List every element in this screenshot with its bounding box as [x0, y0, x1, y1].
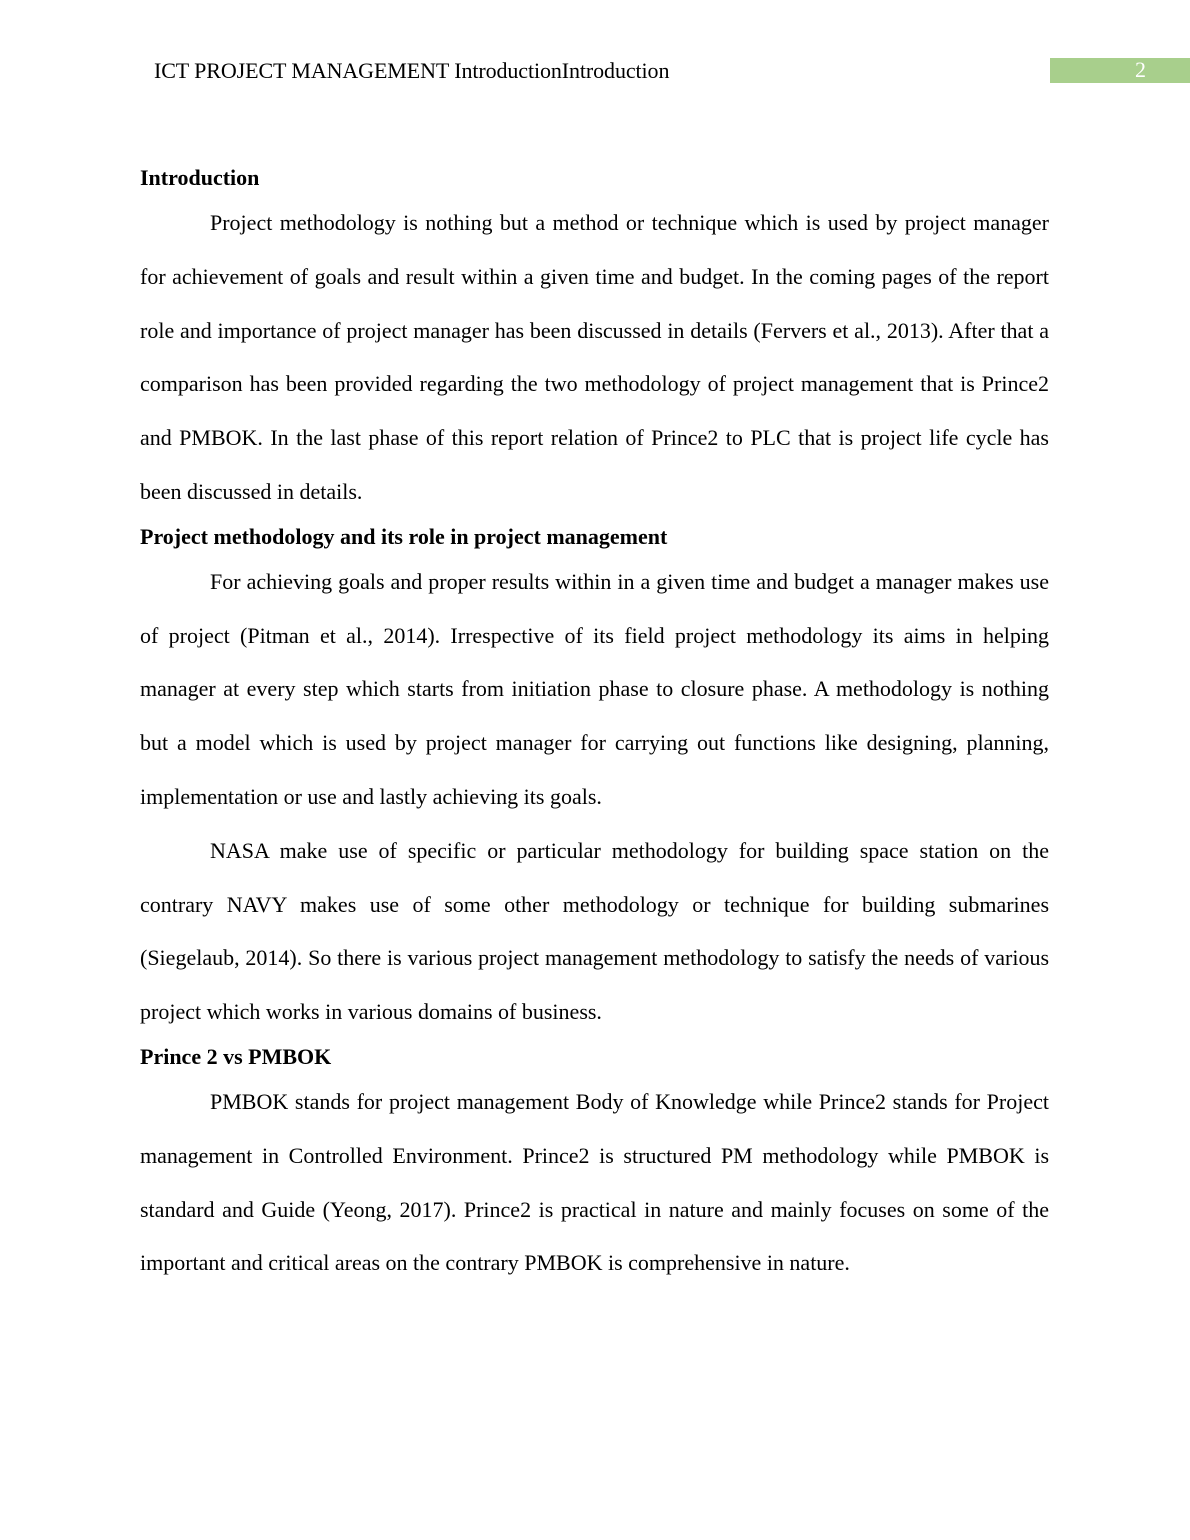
paragraph-introduction: Project methodology is nothing but a method or technique which is used by project manager for achievement of goals and result within a given time and budget. In the coming pages of the report role and importance of project manager has been discussed in details (Fervers et al., 2013). After that a comparison has been provided regarding the two methodology of project management that is Prince2 and PMBOK. In the last phase of this report relation of Prince2 to PLC that is project life cycle has been discussed in details. [140, 210, 1049, 504]
paragraph-prince2-vs-pmbok: PMBOK stands for project management Body of Knowledge while Prince2 stands for Project management in Controlled Environment. Prince2 is structured PM methodology while PMBOK is standard and Guide (Yeong, 2017). Prince2 is practical in nature and mainly focuses on some of the important and critical areas on the contrary PMBOK is comprehensive in nature. [140, 1088, 1049, 1276]
paragraph-methodology-role-1: For achieving goals and proper results within in a given time and budget a manager makes use of project (Pitman et al., 2014). Irrespective of its field project methodology its aims in helping manager at every step which starts from initiation phase to closure phase. A methodology is nothing but a model which is used by project manager for carrying out functions like designing, planning, implementation or use and lastly achieving its goals. [140, 568, 1049, 809]
section-heading-prince2-vs-pmbok: Prince 2 vs PMBOK [140, 1043, 332, 1069]
paragraph-methodology-role-2: NASA make use of specific or particular methodology for building space station on the contrary NAVY makes use of some other methodology or technique for building submarines (Siegelaub, 2014). So there is various project management methodology to satisfy the needs of various project which works in various domains of business. [140, 837, 1049, 1025]
page-number: 2 [1135, 57, 1146, 82]
running-head: ICT PROJECT MANAGEMENT IntroductionIntroduction [154, 58, 670, 83]
section-heading-introduction: Introduction [140, 165, 260, 190]
section-heading-methodology-role: Project methodology and its role in project management [140, 523, 668, 549]
page-number-box [1050, 58, 1190, 83]
document-body [140, 160, 1049, 1290]
